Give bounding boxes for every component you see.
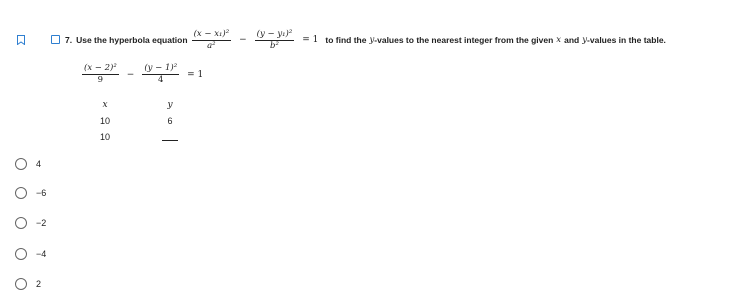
radio-button[interactable] xyxy=(15,217,27,229)
answer-blank xyxy=(162,140,178,141)
table-header-y: y xyxy=(167,100,173,110)
option-label: 2 xyxy=(36,279,42,289)
formula-denominator-b: b² xyxy=(270,40,279,51)
formula-equals: = 1 xyxy=(302,35,319,45)
given-denominator-y: 4 xyxy=(158,75,164,85)
given-denominator-x: 9 xyxy=(97,75,104,85)
given-equation xyxy=(82,63,207,86)
given-fraction-x xyxy=(82,63,119,86)
question-number: 7. xyxy=(65,35,73,45)
formula-numerator-y: (y − y₁)² xyxy=(256,28,293,39)
table-header-row xyxy=(80,100,200,116)
formula-fraction-y xyxy=(255,29,295,52)
formula-minus: − xyxy=(239,35,247,45)
option-4[interactable] xyxy=(15,247,46,261)
option-5[interactable] xyxy=(15,277,41,291)
radio-button[interactable] xyxy=(15,248,27,260)
option-label: −4 xyxy=(36,249,47,259)
question-suffix-1: to find the xyxy=(325,35,367,45)
question-prefix: Use the hyperbola equation xyxy=(76,35,188,45)
table-cell-x: 10 xyxy=(99,116,110,126)
formula-denominator-a: a² xyxy=(207,40,216,51)
question-prompt xyxy=(65,18,666,62)
radio-button[interactable] xyxy=(15,187,27,199)
given-numerator-y: (y − 1)² xyxy=(144,63,178,73)
option-label: 4 xyxy=(36,159,42,169)
radio-button[interactable] xyxy=(15,158,27,170)
table-row xyxy=(80,132,200,148)
given-minus: − xyxy=(126,69,135,80)
radio-button[interactable] xyxy=(15,278,27,290)
table-cell-y: 6 xyxy=(167,116,173,126)
question-suffix-4: -values in the table. xyxy=(587,35,666,45)
var-y: y xyxy=(369,35,375,45)
question-suffix-2: -values to the nearest integer from the given xyxy=(374,35,554,45)
question-suffix-3: and xyxy=(564,35,580,45)
bookmark-icon[interactable] xyxy=(17,35,25,45)
given-equals: = 1 xyxy=(187,69,204,80)
formula-fraction-x xyxy=(192,29,232,52)
table-cell-x: 10 xyxy=(99,132,110,142)
option-label: −2 xyxy=(36,218,47,228)
var-y-2: y xyxy=(582,35,588,45)
option-3[interactable] xyxy=(15,216,46,230)
checkbox-icon[interactable] xyxy=(51,35,60,44)
given-numerator-x: (x − 2)² xyxy=(84,63,117,73)
option-label: −6 xyxy=(36,188,47,198)
option-1[interactable] xyxy=(15,157,41,171)
var-x: x xyxy=(556,35,562,45)
given-fraction-y xyxy=(142,63,179,86)
option-2[interactable] xyxy=(15,186,46,200)
formula-numerator-x: (x − x₁)² xyxy=(193,28,230,39)
table-header-x: x xyxy=(102,100,108,110)
table-row xyxy=(80,116,200,132)
